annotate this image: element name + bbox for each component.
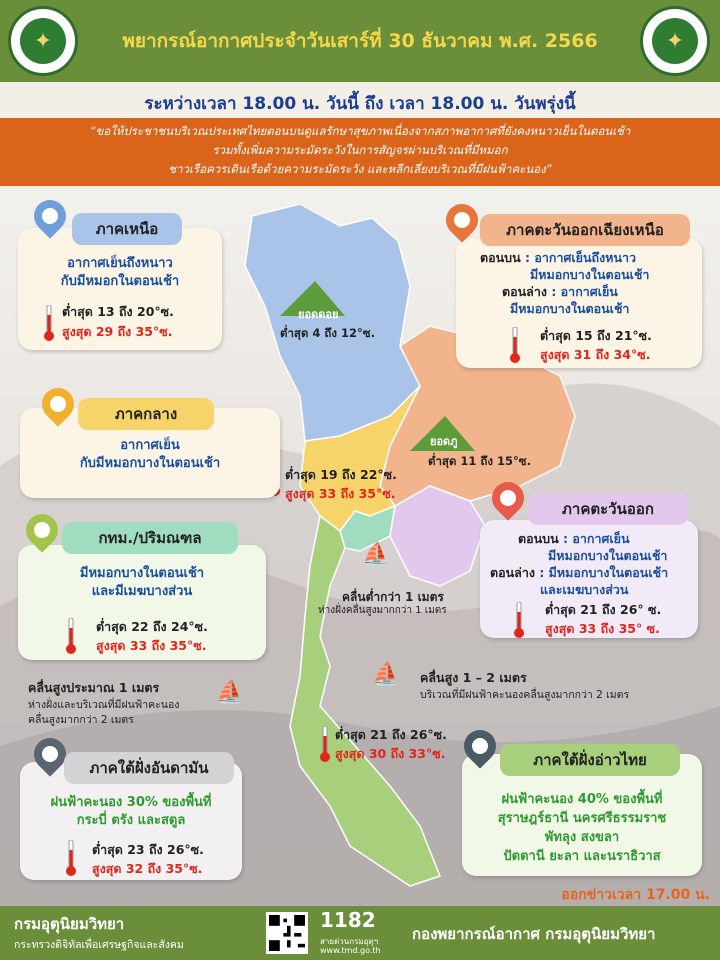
central-condition [20, 437, 280, 473]
header-bar [0, 0, 720, 82]
location-pin-icon [26, 514, 58, 546]
advisory-line: ชาวเรือควรเดินเรือด้วยความระมัดระวัง และหลีกเลี่ยงบริเวณที่มีฝนฟ้าคะนอง” [168, 162, 552, 176]
forecast-period: ระหว่างเวลา 18.00 น. วันนี้ ถึง เวลา 18.00 น. วันพรุ่งนี้ [144, 94, 576, 114]
east-upper-label: ตอนบน [518, 531, 559, 546]
sailboat-icon: ⛵ [372, 662, 400, 687]
gulf-condition-line: สุราษฎร์ธานี นครศรีธรรมราช [497, 811, 667, 826]
northeast-lower-label: ตอนล่าง [502, 284, 547, 299]
central-condition-line: กับมีหมอกบางในตอนเช้า [79, 456, 221, 471]
thermometer-icon [66, 840, 76, 880]
central-region-tag: ภาคกลาง [78, 398, 214, 430]
peak-doi-label: ยอดดอย [298, 308, 339, 321]
footer-division: กองพยากรณ์อากาศ กรมอุตุนิยมวิทยา [412, 925, 656, 943]
northeast-region-tag: ภาคตะวันออกเฉียงเหนือ [480, 214, 690, 246]
advisory-banner [0, 118, 720, 186]
gulf-lower-wave: คลื่นสูง 1 – 2 เมตร [420, 670, 527, 685]
north-condition-line: อากาศเย็นถึงหนาว [67, 256, 173, 271]
location-pin-icon [446, 204, 478, 236]
bangkok-condition-line: มีหมอกบางในตอนเช้า [79, 566, 205, 581]
location-pin-icon [42, 388, 74, 420]
hotline-number: 1182 [320, 908, 376, 932]
andaman-condition-line: ฝนฟ้าคะนอง 30% ของพื้นที่ [50, 795, 212, 810]
hotline-label: สายด่วนกรมอุตุฯ [320, 937, 379, 946]
thermometer-icon [44, 305, 54, 345]
east-upper-text: : อากาศเย็น [563, 531, 630, 546]
northeast-condition [480, 249, 649, 317]
qr-code-icon [269, 915, 305, 951]
north-condition [18, 255, 222, 291]
south-min-temp: ต่ำสุด 21 ถึง 26°ซ. [335, 727, 447, 742]
sailboat-icon: ⛵ [216, 680, 244, 705]
east-upper-text2: มีหมอกบางในตอนเช้า [548, 548, 668, 563]
thermometer-icon [514, 602, 524, 642]
north-region-tag: ภาคเหนือ [72, 213, 182, 245]
peak-phu-label: ยอดภู [430, 435, 458, 448]
andaman-max-temp: สูงสุด 32 ถึง 35°ซ. [92, 861, 203, 876]
thermometer-icon [320, 726, 330, 766]
east-lower-text2: และเมฆบางส่วน [540, 582, 629, 597]
advisory-line: รวมทั้งเพิ่มความระมัดระวังในการสัญจรผ่านบริเวณที่มีหมอก [212, 143, 508, 157]
issue-time: ออกข่าวเวลา 17.00 น. [561, 887, 710, 903]
northeast-upper-label: ตอนบน [480, 250, 521, 265]
gulf-condition-line: ปัตตานี ยะลา และนราธิวาส [503, 849, 661, 864]
northeast-min-temp: ต่ำสุด 15 ถึง 21°ซ. [540, 328, 652, 343]
footer-bar [0, 906, 720, 960]
northeast-upper-text2: มีหมอกบางในตอนเช้า [530, 267, 650, 282]
gulf-condition-line: ฝนฟ้าคะนอง 40% ของพื้นที่ [501, 792, 663, 807]
andaman-condition [20, 794, 242, 830]
ministry-logo: ✦ [8, 6, 78, 76]
andaman-wave: คลื่นสูงประมาณ 1 เมตร [28, 680, 160, 695]
central-min-temp: ต่ำสุด 19 ถึง 22°ซ. [285, 467, 397, 482]
location-pin-icon [34, 200, 66, 232]
east-region-tag: ภาคตะวันออก [528, 493, 688, 525]
gulf-upper-wave-note: ห่างฝั่งคลื่นสูงมากกว่า 1 เมตร [318, 605, 447, 616]
andaman-condition-line: กระบี่ ตรัง และสตูล [76, 813, 186, 828]
gulf-region-tag: ภาคใต้ฝั่งอ่าวไทย [500, 744, 680, 776]
page-title: พยากรณ์อากาศประจำวันเสาร์ที่ 30 ธันวาคม พ.ศ. 2566 [122, 30, 598, 52]
northeast-max-temp: สูงสุด 31 ถึง 34°ซ. [540, 347, 651, 362]
north-max-temp: สูงสุด 29 ถึง 35°ซ. [62, 324, 173, 339]
east-lower-label: ตอนล่าง [490, 565, 535, 580]
peak-phu-temp: ต่ำสุด 11 ถึง 15°ซ. [428, 454, 531, 468]
location-pin-icon [34, 738, 66, 770]
andaman-wave-note: ห่างฝั่งและบริเวณที่มีฝนฟ้าคะนอง [28, 699, 180, 711]
footer-ministry: กระทรวงดิจิทัลเพื่อเศรษฐกิจและสังคม [14, 939, 184, 951]
gulf-condition-line: พัทลุง สงขลา [544, 830, 620, 845]
website-link[interactable]: www.tmd.go.th [320, 946, 381, 955]
advisory-line: “ขอให้ประชาชนบริเวณประเทศไทยตอนบนดูแลรักษาสุขภาพเนื่องจากสภาพอากาศที่ยังคงหนาวเย็นในตอนเช้า [89, 124, 631, 138]
bangkok-max-temp: สูงสุด 33 ถึง 35°ซ. [96, 638, 207, 653]
northeast-upper-text: : อากาศเย็นถึงหนาว [525, 250, 637, 265]
tmd-logo: ✦ [640, 6, 710, 76]
gulf-upper-wave: คลื่นต่ำกว่า 1 เมตร [342, 590, 444, 604]
east-lower-text: : มีหมอกบางในตอนเช้า [539, 565, 669, 580]
period-bar [0, 82, 720, 118]
bangkok-condition [18, 565, 266, 601]
south-max-temp: สูงสุด 30 ถึง 33°ซ. [335, 746, 446, 761]
qr-code[interactable] [266, 912, 308, 954]
andaman-min-temp: ต่ำสุด 23 ถึง 26°ซ. [92, 842, 204, 857]
northeast-lower-text: : อากาศเย็น [551, 284, 618, 299]
central-condition-line: อากาศเย็น [120, 438, 180, 453]
east-condition [490, 530, 668, 598]
thermometer-icon [510, 327, 520, 367]
gulf-condition [462, 790, 702, 866]
northeast-lower-text2: มีหมอกบางในตอนเช้า [510, 301, 630, 316]
andaman-wave-note: คลื่นสูงมากกว่า 2 เมตร [28, 714, 134, 726]
gulf-lower-wave-note: บริเวณที่มีฝนฟ้าคะนองคลื่นสูงมากกว่า 2 เมตร [420, 689, 630, 701]
central-max-temp: สูงสุด 33 ถึง 35°ซ. [285, 486, 396, 501]
thermometer-icon [66, 618, 76, 658]
location-pin-icon [464, 730, 496, 762]
north-condition-line: กับมีหมอกในตอนเช้า [60, 274, 180, 289]
bangkok-condition-line: และมีเมฆบางส่วน [91, 584, 193, 599]
east-max-temp: สูงสุด 33 ถึง 35° ซ. [545, 621, 660, 636]
footer-org: กรมอุตุนิยมวิทยา [14, 915, 125, 933]
north-min-temp: ต่ำสุด 13 ถึง 20°ซ. [62, 304, 174, 319]
andaman-region-tag: ภาคใต้ฝั่งอันดามัน [64, 752, 234, 784]
location-pin-icon [492, 482, 524, 514]
sailboat-icon: ⛵ [362, 542, 390, 567]
bangkok-min-temp: ต่ำสุด 22 ถึง 24°ซ. [96, 619, 208, 634]
bangkok-region-tag: กทม./ปริมณฑล [62, 522, 238, 554]
east-min-temp: ต่ำสุด 21 ถึง 26° ซ. [545, 602, 662, 617]
peak-doi-temp: ต่ำสุด 4 ถึง 12°ซ. [280, 326, 375, 340]
